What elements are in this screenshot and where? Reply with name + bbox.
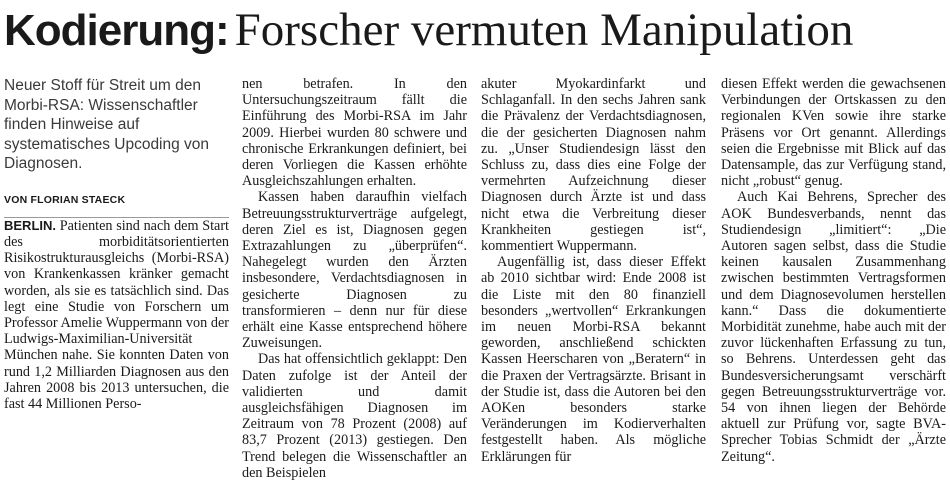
paragraph: Augenfällig ist, dass dieser Effekt ab 2010 sichtbar wird: Ende 2008 ist die Liste mit den 80 finanziell besonders „wertvollen“ Erkrankungen im neuen Morbi-RSA bekannt geworden, anschließend schickten Kassen Heerscharen von „Beratern“ in die Praxen der Vertragsärzte. Brisant in der Studie ist, dass die Autoren bei den AOKen besonders starke Veränderungen im Kodierverhalten festgestellt haben. Als mögliche Erklärungen für bbox=[481, 254, 706, 465]
lead-text: Patienten sind nach dem Start des morbiditätsorientierten Risikostrukturausgleichs (Morbi-RSA) von Krankenkassen kränker gemacht worden, als sie es tatsächlich sind. Das legt eine Studie von Forschern um Professor Amelie Wuppermann von der Ludwigs-Maximilian-Universität München nahe. Sie konnten Daten von rund 1,2 Milliarden Diagnosen aus den Jahren 2008 bis 2013 untersuchen, die fast 44 Millionen Perso- bbox=[4, 217, 229, 412]
article-column-1 bbox=[4, 76, 229, 438]
headline-keyword: Kodierung: bbox=[4, 6, 229, 55]
article-column-4 bbox=[721, 76, 946, 465]
article-column-2 bbox=[242, 76, 467, 481]
paragraph: Das hat offensichtlich geklappt: Den Daten zufolge ist der Anteil der validierten und damit ausgleichsfähigen Diagnosen im Zeitraum von 78 Prozent (2008) auf 83,7 Prozent (2013) gestiegen. Den Trend belegen die Wissenschaftler an den Beispielen bbox=[242, 351, 467, 481]
article-column-3 bbox=[481, 76, 706, 465]
teaser: Neuer Stoff für Streit um den Morbi-RSA: Wissenschaftler finden Hinweise auf systematisches Upcoding von Diagnosen. bbox=[4, 77, 210, 172]
paragraph: Kassen haben daraufhin vielfach Betreuungsstrukturverträge aufgelegt, deren Ziel es ist, Diagnosen gegen Extrazahlungen zu „überprüfen“. Nahegelegt wurden den Ärzten insbesondere, Verdachtsdiagnosen in gesicherte Diagnosen zu transformieren – denn nur für diese erhält eine Kasse entsprechend höhere Zuweisungen. bbox=[242, 189, 467, 352]
paragraph-continuation: akuter Myokardinfarkt und Schlaganfall. In den sechs Jahren sank die Prävalenz der Verdachtsdiagnosen, die der gesicherten Diagnosen nahm zu. „Unser Studiendesign lässt den Schluss zu, dass dies eine Folge der vermehrten Aufzeichnung dieser Diagnosen durch Ärzte ist und dass nicht etwa die Verbreitung dieser Krankheiten gestiegen ist“, kommentiert Wuppermann. bbox=[481, 76, 706, 255]
lead-paragraph bbox=[4, 218, 229, 412]
paragraph-continuation: diesen Effekt werden die gewachsenen Verbindungen der Ortskassen zu den regionalen KVen sowie ihre starke Präsens vor Ort genannt. Allerdings seien die Ergebnisse mit Blick auf das Datensample, das zur Verfügung stand, nicht „robust“ genug. bbox=[721, 76, 946, 190]
headline-title: Forscher vermuten Manipulation bbox=[234, 4, 854, 56]
byline: VON FLORIAN STAECK bbox=[4, 192, 229, 218]
headline bbox=[4, 2, 948, 64]
paragraph-continuation: nen betrafen. In den Untersuchungszeitraum fällt die Einführung des Morbi-RSA im Jahr 2009. Hierbei wurden 80 schwere und chronische Erkrankungen definiert, bei deren Vorliegen die Kassen erhöhte Ausgleichszahlungen erhalten. bbox=[242, 76, 467, 190]
paragraph: Auch Kai Behrens, Sprecher des AOK Bundesverbands, nennt das Studiendesign „limitiert“: „Die Autoren sagen selbst, dass die Studie keinen kausalen Zusammenhang zwischen bestimmten Vertragsformen und dem Diagnosevolumen herstellen kann.“ Dass die dokumentierte Morbidität zunehme, habe auch mit der zuvor lückenhaften Erfassung zu tun, so Behrens. Unterdessen geht das Bundesversicherungsamt verschärft gegen Betreuungsstrukturverträge vor. 54 von ihnen liegen der Behörde aktuell zur Prüfung vor, sagte BVA-Sprecher Tobias Schmidt der „Ärzte Zeitung“. bbox=[721, 189, 946, 465]
dateline: BERLIN. bbox=[4, 217, 56, 233]
